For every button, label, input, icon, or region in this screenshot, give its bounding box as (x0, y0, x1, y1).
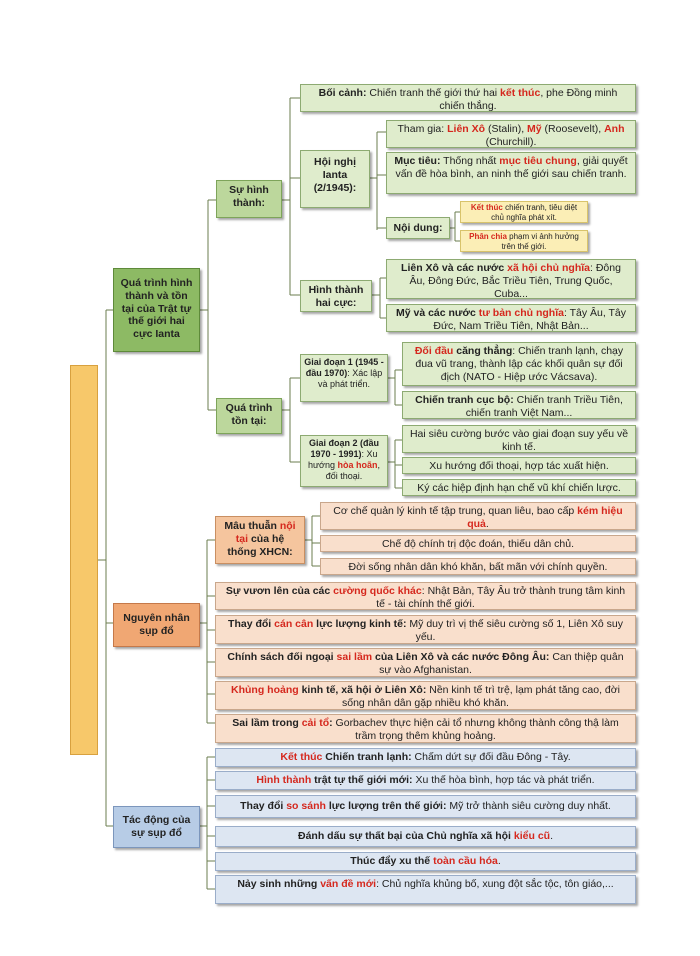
impact-4: Đánh dấu sự thất bại của Chủ nghĩa xã hội kiểu cũ. (215, 826, 636, 847)
impact-5: Thúc đẩy xu thế toàn cầu hóa. (215, 852, 636, 871)
socialist-pole: Liên Xô và các nước xã hội chủ nghĩa: Đông Âu, Đông Đức, Bắc Triều Tiên, Trung Quốc, Cuba... (386, 259, 636, 299)
topic-impact: Tác động của sự sụp đổ (113, 806, 200, 848)
yalta-conference-label: Hội nghị Ianta (2/1945): (300, 150, 370, 208)
internal-cause-3: Đời sống nhân dân khó khăn, bất mãn với chính quyền. (320, 558, 636, 575)
context-box: Bối cảnh: Chiến tranh thế giới thứ hai kết thúc, phe Đồng minh chiến thắng. (300, 84, 636, 112)
yalta-content-item-2: Phân chia phạm vi ảnh hưởng trên thế giới. (460, 230, 588, 252)
impact-3: Thay đổi so sánh lực lượng trên thế giới: Mỹ trở thành siêu cường duy nhất. (215, 795, 636, 818)
yalta-content-item-1: Kết thúc chiến tranh, tiêu diệt chủ nghĩa phát xít. (460, 201, 588, 223)
topic-causes: Nguyên nhân sụp đổ (113, 603, 200, 647)
impact-2: Hình thành trật tự thế giới mới: Xu thế hòa bình, hợp tác và phát triển. (215, 771, 636, 790)
two-poles-label: Hình thành hai cực: (300, 280, 372, 312)
phase-1-item-2: Chiến tranh cục bộ: Chiến tranh Triều Tiên, chiến tranh Việt Nam... (402, 391, 636, 419)
phase-2-label: Giai đoạn 2 (đầu 1970 - 1991): Xu hướng hòa hoãn, đối thoại. (300, 435, 388, 487)
capitalist-pole: Mỹ và các nước tư bản chủ nghĩa: Tây Âu, Tây Đức, Nam Triều Tiên, Nhật Bản... (386, 304, 636, 332)
internal-contradiction-label: Mâu thuẫn nội tại của hệ thống XHCN: (215, 516, 305, 564)
phase-2-item-2: Xu hướng đối thoại, hợp tác xuất hiện. (402, 457, 636, 474)
internal-cause-2: Chế độ chính trị độc đoán, thiếu dân chủ. (320, 535, 636, 552)
topic-formation-process: Quá trình hình thành và tồn tại của Trật tự thế giới hai cực Ianta (113, 268, 200, 352)
phase-1-item-1: Đối đầu căng thẳng: Chiến tranh lạnh, chạy đua vũ trang, thành lập các khối quân sự đối địch (NATO - Hiệp ước Vácsava). (402, 342, 636, 386)
cause-economic-balance: Thay đổi cán cân lực lượng kinh tế: Mỹ duy trì vị thế siêu cường số 1, Liên Xô suy yếu. (215, 615, 636, 644)
impact-6: Nảy sinh những vấn đề mới: Chủ nghĩa khủng bố, xung đột sắc tộc, tôn giáo,... (215, 875, 636, 904)
cause-crisis: Khủng hoảng kinh tế, xã hội ở Liên Xô: Nền kinh tế trì trệ, lạm phát tăng cao, đời sống nhân dân gặp nhiều khó khăn. (215, 681, 636, 710)
formation-label: Sự hình thành: (216, 180, 282, 218)
cause-reform: Sai lầm trong cải tổ: Gorbachev thực hiện cải tổ nhưng không thành công thậ làm trầm trọng thêm khủng hoảng. (215, 714, 636, 743)
existence-label: Quá trình tồn tại: (216, 398, 282, 434)
yalta-goal: Mục tiêu: Thống nhất mục tiêu chung, giải quyết vấn đề hòa bình, an ninh thế giới sau chiến tranh. (386, 152, 636, 194)
yalta-participants: Tham gia: Liên Xô (Stalin), Mỹ (Roosevelt), Anh (Churchill). (386, 120, 636, 148)
phase-1-label: Giai đoạn 1 (1945 - đầu 1970): Xác lập và phát triển. (300, 354, 388, 402)
phase-2-item-1: Hai siêu cường bước vào giai đoạn suy yếu về kinh tế. (402, 425, 636, 453)
yalta-content-label: Nội dung: (386, 217, 450, 239)
root-bar (70, 365, 98, 755)
cause-foreign-policy: Chính sách đối ngoại sai lầm của Liên Xô và các nước Đông Âu: Can thiệp quân sự vào Afghanistan. (215, 648, 636, 677)
phase-2-item-3: Ký các hiệp định hạn chế vũ khí chiến lược. (402, 479, 636, 496)
cause-rise-of-powers: Sự vươn lên của các cường quốc khác: Nhật Bản, Tây Âu trở thành trung tâm kinh tế - tài chính thế giới. (215, 582, 636, 610)
impact-1: Kết thúc Chiến tranh lạnh: Chấm dứt sự đối đầu Đông - Tây. (215, 748, 636, 767)
internal-cause-1: Cơ chế quản lý kinh tế tập trung, quan liêu, bao cấp kém hiệu quả. (320, 502, 636, 530)
